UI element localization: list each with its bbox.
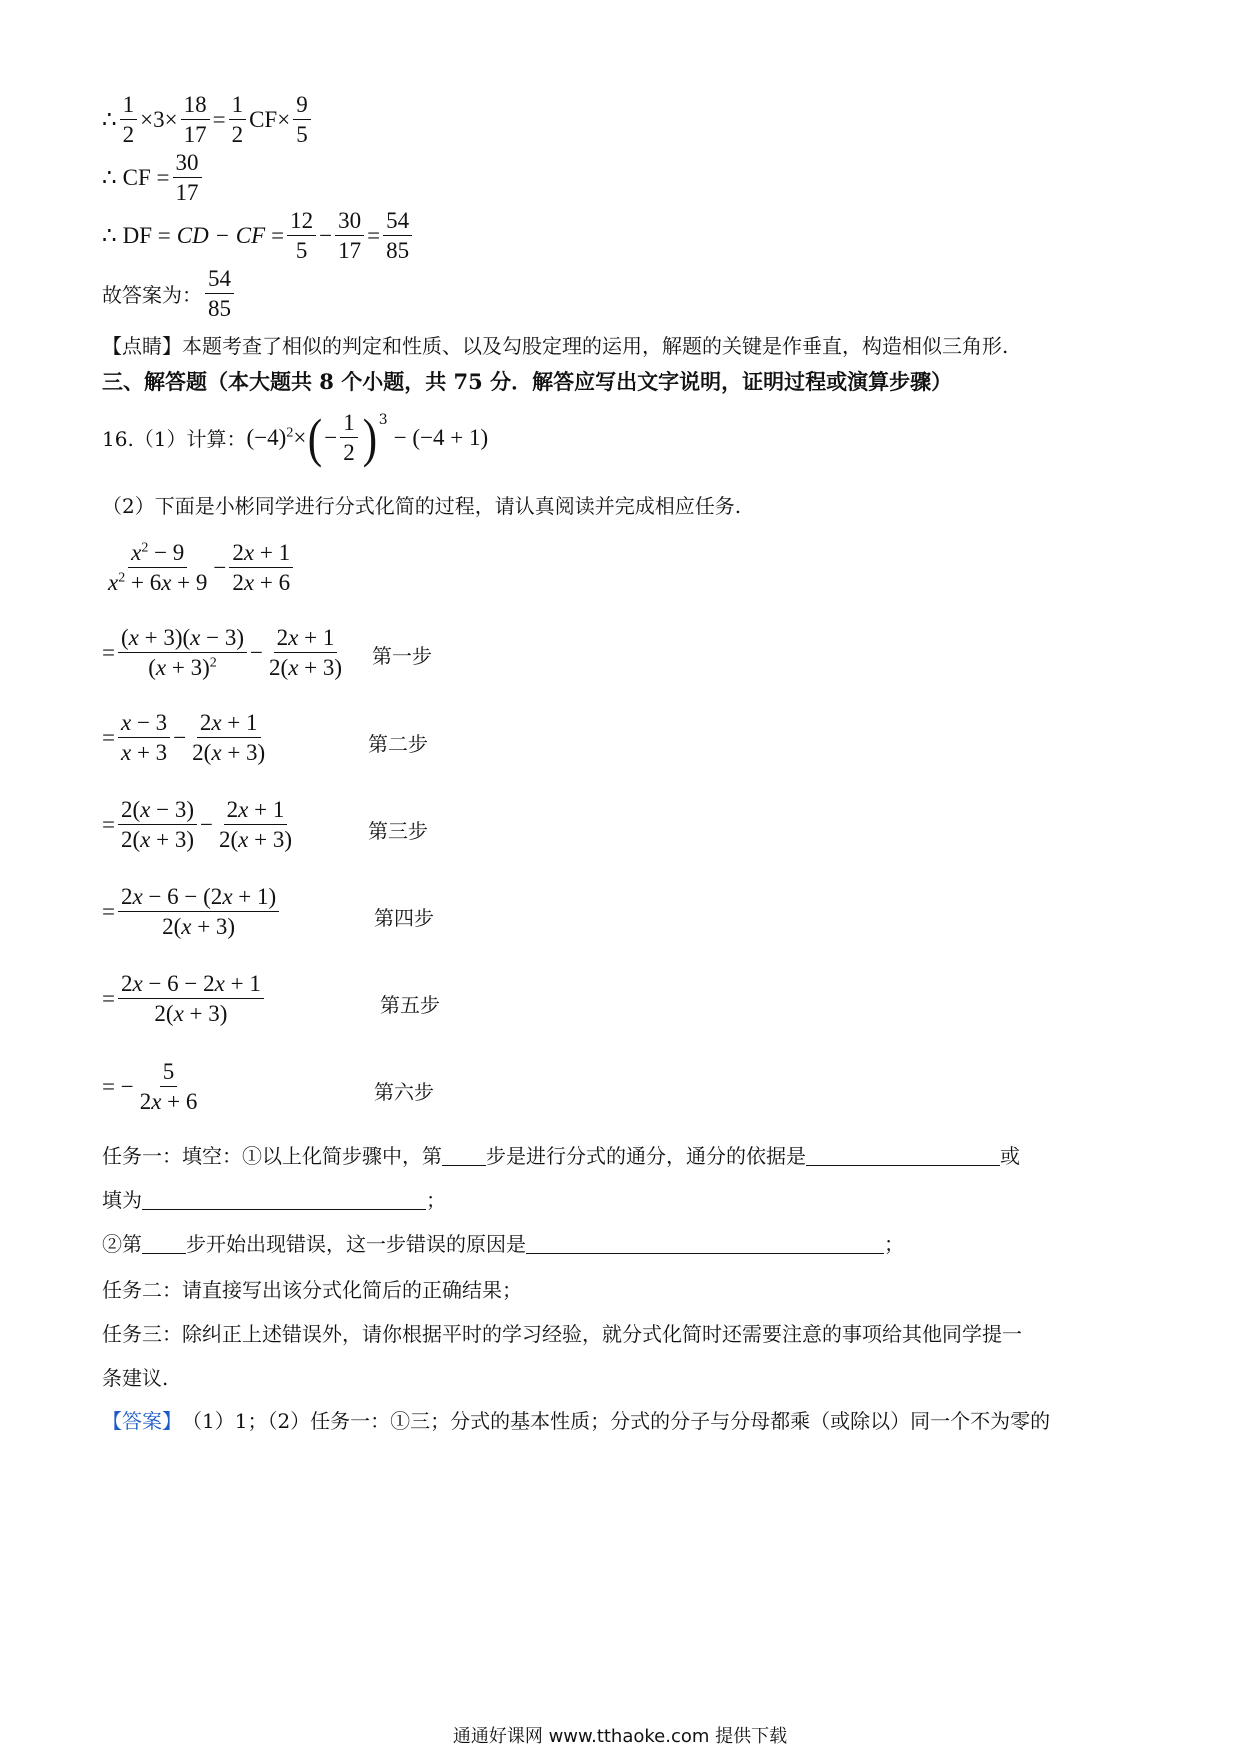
fraction: $\frac{18}{17}$ xyxy=(181,92,210,148)
task-3-text: 任务三：除纠正上述错误外，请你根据平时的学习经验，就分式化简时还需要注意的事项给其他同学提一 xyxy=(102,1322,1022,1346)
task-2-text: 任务二：请直接写出该分式化简后的正确结果； xyxy=(102,1278,522,1302)
fraction: $\frac{2(x - 3)}{2(x + 3)}$ xyxy=(118,797,197,853)
fraction: $\frac{1}{2}$ xyxy=(340,410,358,466)
equation-line-2: ∴ CF = $\frac{30}{17}$ xyxy=(102,150,205,206)
fraction: $\frac{12}{5}$ xyxy=(287,208,316,264)
fraction: $\frac{2x + 1}{2(x + 3)}$ xyxy=(219,797,293,853)
fraction: $\frac{2x + 1}{2(x + 3)}$ xyxy=(269,625,343,681)
answer-paragraph: 【答案】 （1）1；（2）任务一：①三；分式的基本性质；分式的分子与分母都乘（或除以）同一个不为零的 xyxy=(102,1405,1050,1434)
fraction: $\frac{5}{2x + 6}$ xyxy=(139,1059,198,1115)
question-16-part-1: 16.（1）计算： $(-4)^2$ × ( − $\frac{1}{2}$ ) $^3$ − (−4 + 1) xyxy=(102,407,489,468)
fraction: $\frac{30}{17}$ xyxy=(173,150,202,206)
fraction: $\frac{54}{85}$ xyxy=(205,266,234,322)
expression-start: $\frac{x^2 - 9}{x^2 + 6x + 9}$ − $\frac{2x + 1}{2x + 6}$ xyxy=(102,540,296,596)
answer-blank[interactable] xyxy=(806,1143,1000,1166)
fraction: $\frac{(x + 3)(x - 3)}{(x + 3)^2}$ xyxy=(118,625,247,681)
equation-line-1: ∴ $\frac{1}{2}$ × 3 × $\frac{18}{17}$ = $\frac{1}{2}$ CF × $\frac{9}{5}$ xyxy=(102,92,314,148)
fraction: $\frac{x - 3}{x + 3}$ xyxy=(118,710,170,766)
answer-tag: 【答案】 xyxy=(102,1409,182,1433)
fraction: $\frac{54}{85}$ xyxy=(383,208,412,264)
fraction: $\frac{1}{2}$ xyxy=(229,92,247,148)
fraction: $\frac{2x + 1}{2(x + 3)}$ xyxy=(192,710,266,766)
comment-text: 【点睛】本题考查了相似的判定和性质、以及勾股定理的运用，解题的关键是作垂直，构造相似三角形. xyxy=(102,334,1009,358)
answer-blank[interactable] xyxy=(442,1143,486,1166)
page-footer: 通通好课网 www.tthaoke.com 提供下载 xyxy=(452,1726,788,1747)
answer-blank[interactable] xyxy=(142,1231,186,1254)
fraction: $\frac{1}{2}$ xyxy=(120,92,138,148)
step-1-label: 第一步 xyxy=(372,644,432,668)
task-1-line-3: ②第 步开始出现错误，这一步错误的原因是 ； xyxy=(102,1232,904,1256)
step-2-label: 第二步 xyxy=(368,732,428,756)
step-5-label: 第五步 xyxy=(380,993,440,1017)
fraction: $\frac{2x + 1}{2x + 6}$ xyxy=(229,540,293,596)
step-6-label: 第六步 xyxy=(374,1080,434,1104)
answer-blank[interactable] xyxy=(526,1231,884,1254)
question-16-part-2: （2）下面是小彬同学进行分式化简的过程，请认真阅读并完成相应任务. xyxy=(102,494,742,518)
step-5-expression: = $\frac{2x - 6 - 2x + 1}{2(x + 3)}$ xyxy=(102,971,267,1027)
step-2-expression: = $\frac{x - 3}{x + 3}$ − $\frac{2x + 1}{2(x + 3)}$ xyxy=(102,710,271,766)
task-1-line-2: 填为 ； xyxy=(102,1188,446,1212)
fraction: $\frac{x^2 - 9}{x^2 + 6x + 9}$ xyxy=(108,540,208,596)
step-1-expression: = $\frac{(x + 3)(x - 3)}{(x + 3)^2}$ − $\frac{2x + 1}{2(x + 3)}$ xyxy=(102,625,348,681)
fraction: $\frac{30}{17}$ xyxy=(335,208,364,264)
step-6-expression: = − $\frac{5}{2x + 6}$ xyxy=(102,1059,203,1115)
fraction: $\frac{2x - 6 - 2x + 1}{2(x + 3)}$ xyxy=(118,971,264,1027)
answer-line: 故答案为： $\frac{54}{85}$ xyxy=(102,266,237,322)
therefore-symbol: ∴ xyxy=(102,106,117,132)
answer-blank[interactable] xyxy=(142,1187,426,1210)
task-1-line-1: 任务一：填空：①以上化简步骤中，第 步是进行分式的通分，通分的依据是 或 xyxy=(102,1144,1020,1168)
step-4-expression: = $\frac{2x - 6 - (2x + 1)}{2(x + 3)}$ xyxy=(102,884,282,940)
step-3-expression: = $\frac{2(x - 3)}{2(x + 3)}$ − $\frac{2x + 1}{2(x + 3)}$ xyxy=(102,797,298,853)
section-heading: 三、解答题（本大题共 8 个小题，共 75 分．解答应写出文字说明，证明过程或演算步骤） xyxy=(102,369,953,394)
task-3-text-continued: 条建议. xyxy=(102,1366,169,1390)
fraction: $\frac{9}{5}$ xyxy=(293,92,311,148)
equation-line-3: ∴ DF = CD − CF = $\frac{12}{5}$ − $\frac{30}{17}$ = $\frac{54}{85}$ xyxy=(102,208,415,264)
step-3-label: 第三步 xyxy=(368,819,428,843)
step-4-label: 第四步 xyxy=(374,906,434,930)
fraction: $\frac{2x - 6 - (2x + 1)}{2(x + 3)}$ xyxy=(118,884,279,940)
